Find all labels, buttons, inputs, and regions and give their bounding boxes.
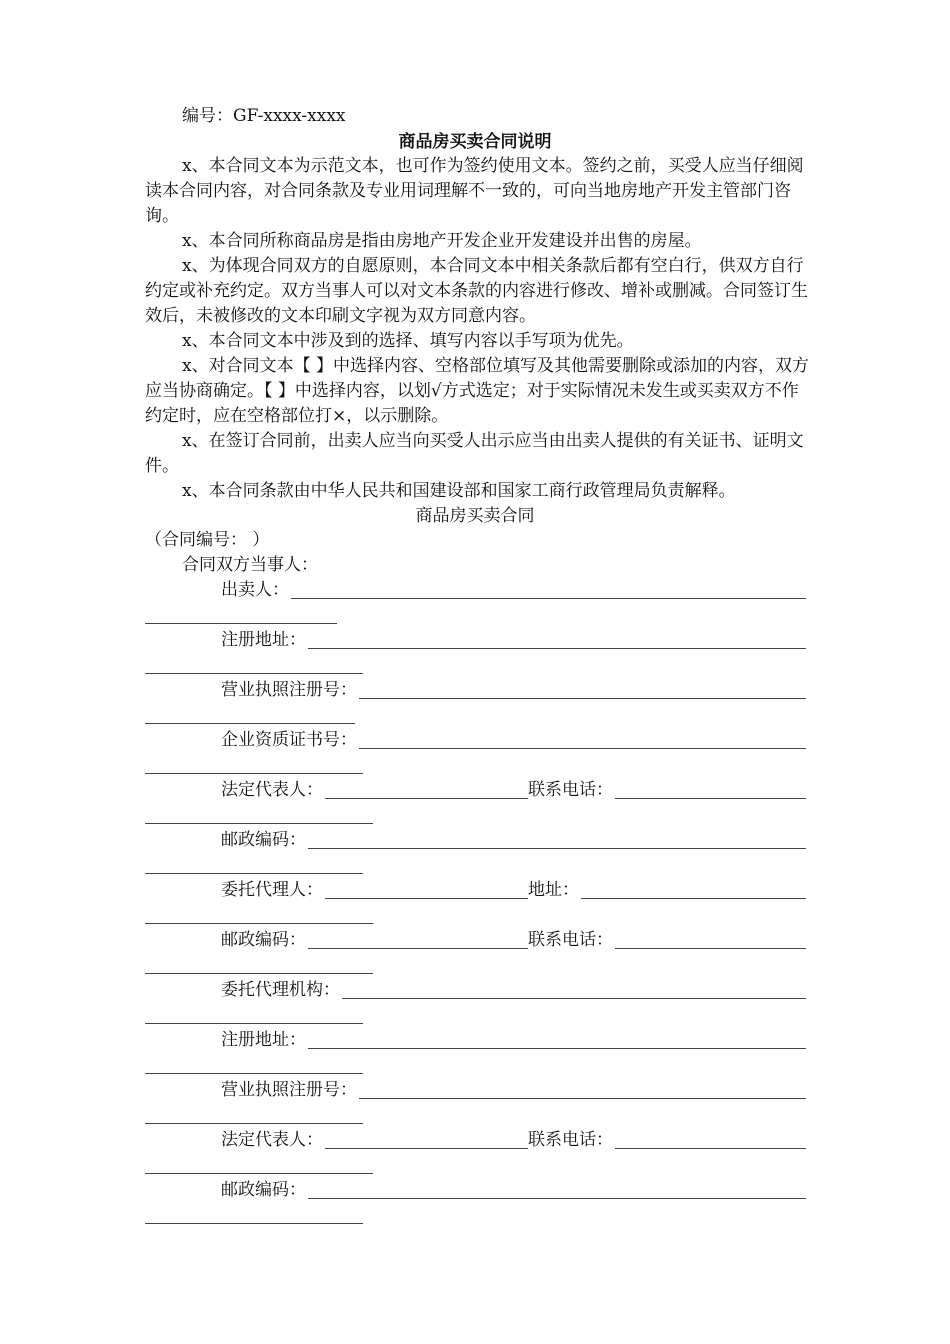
fill-blank-continued[interactable] (145, 1223, 363, 1224)
field-label: 地址： (528, 880, 579, 900)
fill-blank[interactable] (291, 598, 806, 599)
fill-blank[interactable] (308, 1198, 806, 1199)
fill-blank[interactable] (615, 948, 806, 949)
field-label: 邮政编码： (221, 930, 306, 950)
field-label: 联系电话： (528, 930, 613, 950)
explanation-paragraph: x、本合同文本中涉及到的选择、填写内容以手写项为优先。 (182, 331, 634, 351)
fill-blank-continued[interactable] (145, 1123, 363, 1124)
fill-blank[interactable] (359, 698, 806, 699)
fill-blank[interactable] (308, 948, 528, 949)
contract-title: 商品房买卖合同 (415, 506, 535, 526)
explanation-paragraph: x、在签订合同前，出卖人应当向买受人出示应当由出卖人提供的有关证书、证明文件。 (145, 431, 804, 476)
fill-blank[interactable] (325, 798, 528, 799)
fill-blank-continued[interactable] (145, 973, 373, 974)
explanation-paragraph: x、本合同所称商品房是指由房地产开发企业开发建设并出售的房屋。 (182, 231, 702, 251)
fill-blank[interactable] (615, 798, 806, 799)
fill-blank-continued[interactable] (145, 923, 373, 924)
fill-blank[interactable] (342, 998, 806, 999)
field-label: 企业资质证书号： (221, 730, 357, 750)
field-label: 法定代表人： (221, 1130, 323, 1150)
fill-blank[interactable] (615, 1148, 806, 1149)
field-label: 委托代理机构： (221, 980, 340, 1000)
fill-blank[interactable] (308, 648, 806, 649)
field-label: 注册地址： (221, 1030, 306, 1050)
document-number: 编号：GF-xxxx-xxxx (182, 106, 346, 126)
fill-blank-continued[interactable] (145, 1023, 363, 1024)
fill-blank-continued[interactable] (145, 723, 355, 724)
explanation-title: 商品房买卖合同说明 (398, 132, 552, 152)
field-label: 法定代表人： (221, 780, 323, 800)
explanation-paragraph: x、本合同文本为示范文本，也可作为签约使用文本。签约之前，买受人应当仔细阅读本合同内容，对合同条款及专业用词理解不一致的，可向当地房地产开发主管部门咨询。 (145, 156, 804, 226)
fill-blank-continued[interactable] (145, 1073, 363, 1074)
fill-blank-continued[interactable] (145, 873, 363, 874)
fill-blank-continued[interactable] (145, 823, 373, 824)
contract-number: （合同编号： ） (145, 530, 270, 550)
parties-label: 合同双方当事人： (182, 555, 318, 575)
fill-blank[interactable] (325, 898, 528, 899)
explanation-paragraph: x、为体现合同双方的自愿原则，本合同文本中相关条款后都有空白行，供双方自行约定或补充约定。双方当事人可以对文本条款的内容进行修改、增补或删减。合同签订生效后，未被修改的文本印刷文字视为双方同意内容。 (145, 256, 808, 326)
fill-blank-continued[interactable] (145, 1173, 373, 1174)
fill-blank[interactable] (359, 748, 806, 749)
fill-blank[interactable] (308, 848, 806, 849)
field-label: 邮政编码： (221, 830, 306, 850)
fill-blank[interactable] (359, 1098, 806, 1099)
explanation-paragraph: x、对合同文本【 】中选择内容、空格部位填写及其他需要删除或添加的内容，双方应当协商确定。【 】中选择内容，以划√方式选定；对于实际情况未发生或买卖双方不作约定时，应在空格部位打×，以示删除。 (145, 356, 809, 426)
fill-blank[interactable] (581, 898, 806, 899)
field-label: 营业执照注册号： (221, 680, 357, 700)
field-label: 联系电话： (528, 1130, 613, 1150)
field-label: 委托代理人： (221, 880, 323, 900)
field-label: 邮政编码： (221, 1180, 306, 1200)
explanation-paragraph: x、本合同条款由中华人民共和国建设部和国家工商行政管理局负责解释。 (182, 481, 736, 501)
fill-blank[interactable] (325, 1148, 528, 1149)
fill-blank-continued[interactable] (145, 673, 363, 674)
field-label: 注册地址： (221, 630, 306, 650)
field-label: 营业执照注册号： (221, 1080, 357, 1100)
fill-blank[interactable] (308, 1048, 806, 1049)
fill-blank-continued[interactable] (145, 773, 363, 774)
field-label: 联系电话： (528, 780, 613, 800)
fill-blank-continued[interactable] (145, 623, 337, 624)
field-label: 出卖人： (221, 580, 289, 600)
